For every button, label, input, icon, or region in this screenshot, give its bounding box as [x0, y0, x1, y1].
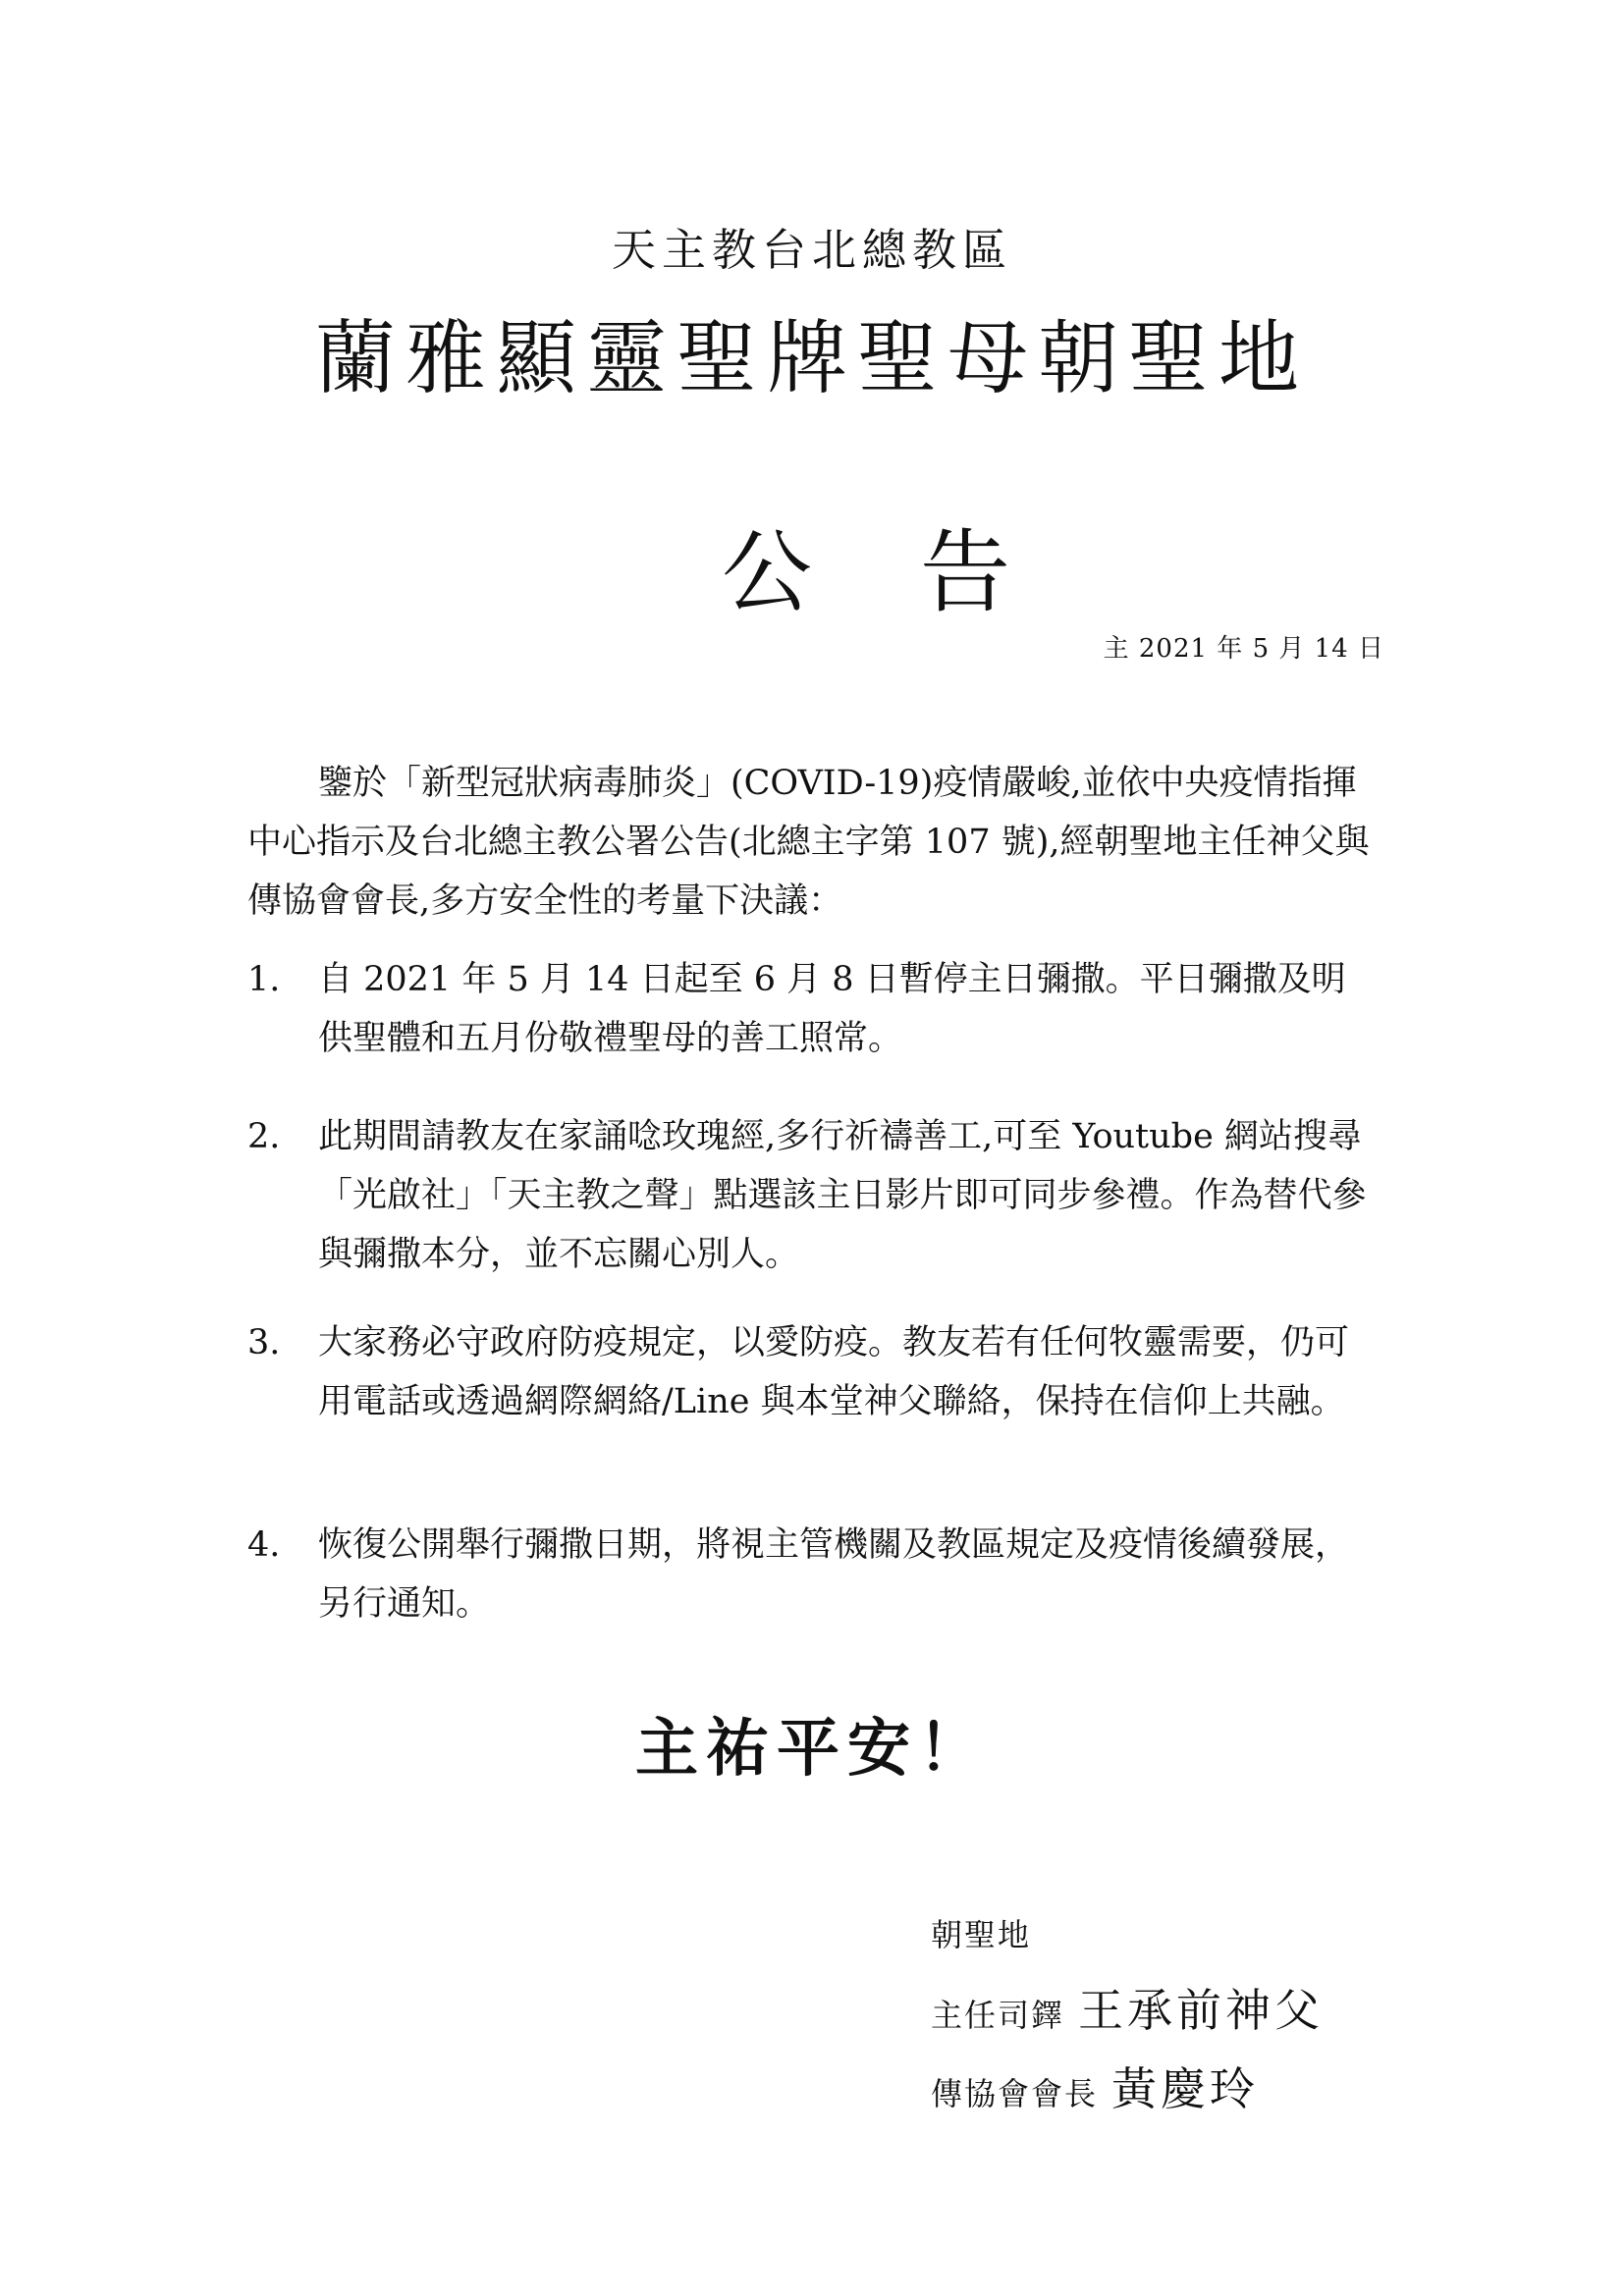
shrine-name: 蘭雅顯靈聖牌聖母朝聖地 — [314, 312, 1309, 405]
signature-org: 朝聖地 — [931, 1916, 1032, 1953]
list-item-text: 恢復公開舉行彌撒日期，將視主管機關及教區規定及疫情後續發展，另行通知。 — [318, 1525, 1350, 1624]
list-item-number: 3. — [247, 1323, 281, 1362]
list-item — [247, 950, 1377, 1068]
list-item-text: 大家務必守政府防疫規定，以愛防疫。教友若有任何牧靈需要，仍可用電話或透過網際網絡/Line 與本堂神父聯絡，保持在信仰上共融。 — [318, 1323, 1350, 1421]
list-item — [247, 1107, 1377, 1284]
list-item — [247, 1313, 1377, 1431]
list-item-number: 2. — [247, 1117, 281, 1156]
signature-president — [931, 2054, 1259, 2118]
president-title: 傳協會會長 — [931, 2075, 1099, 2112]
notice-title: 公告 — [721, 520, 1118, 625]
blessing: 主祐平安！ — [635, 1712, 989, 1786]
list-item-text: 自 2021 年 5 月 14 日起至 6 月 8 日暫停主日彌撒。平日彌撒及明供聖體和五月份敬禮聖母的善工照常。 — [318, 960, 1346, 1058]
signature-priest — [931, 1975, 1324, 2040]
list-item-number: 4. — [247, 1525, 281, 1565]
diocese-name: 天主教台北總教區 — [611, 224, 1012, 276]
list-item-number: 1. — [247, 960, 281, 999]
intro-paragraph: 鑒於「新型冠狀病毒肺炎」(COVID-19)疫情嚴峻,並依中央疫情指揮中心指示及台北總主教公署公告(北總主字第 107 號),經朝聖地主任神父與傳協會會長,多方安全性的考量下決議： — [247, 764, 1370, 921]
president-name: 黃慶玲 — [1111, 2062, 1260, 2115]
list-item-text: 此期間請教友在家誦唸玫瑰經,多行祈禱善工,可至 Youtube 網站搜尋「光啟社」「天主教之聲」點選該主日影片即可同步參禮。作為替代參與彌撒本分，並不忘關心別人。 — [318, 1117, 1367, 1274]
priest-title: 主任司鐸 — [931, 1997, 1065, 2034]
list-item — [247, 1516, 1377, 1633]
notice-date: 主 2021 年 5 月 14 日 — [1103, 634, 1384, 664]
priest-name: 王承前神父 — [1078, 1984, 1325, 2037]
